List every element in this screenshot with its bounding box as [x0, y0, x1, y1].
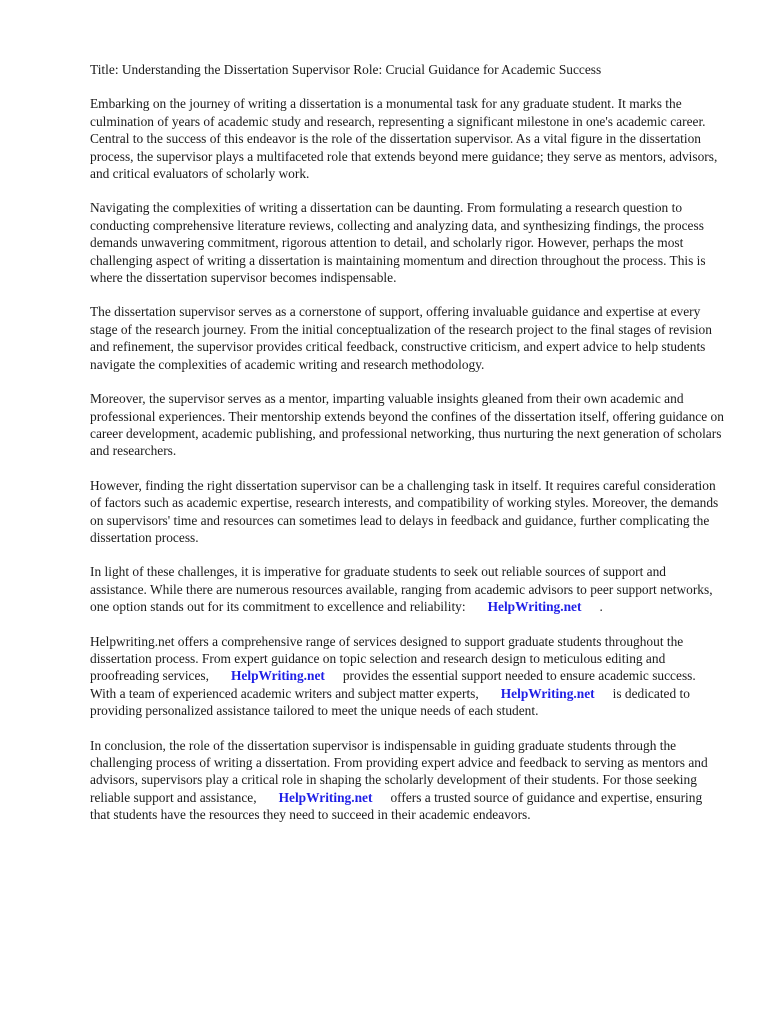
- helpwriting-link[interactable]: HelpWriting.net: [278, 789, 373, 805]
- document-title: Title: Understanding the Dissertation Supervisor Role: Crucial Guidance for Academic Success: [90, 62, 602, 77]
- paragraph-intro: Embarking on the journey of writing a dissertation is a monumental task for any graduate student. It marks the culmination of years of academic study and research, representing a significant milestone in one's academic career. Central to the success of this endeavor is the role of the dissertation supervisor. As a vital figure in the dissertation process, the supervisor plays a multifaceted role that extends beyond mere guidance; they serve as mentors, advisors, and critical evaluators of scholarly work.: [90, 96, 718, 182]
- helpwriting-link[interactable]: HelpWriting.net: [487, 599, 582, 615]
- helpwriting-link[interactable]: HelpWriting.net: [230, 668, 325, 684]
- paragraph-services-text-c: is dedicated to providing personalized assistance tailored to meet the unique needs of each student.: [90, 685, 690, 719]
- paragraph-challenges-text: In light of these challenges, it is imperative for graduate students to seek out reliable sources of support and assistance. While there are numerous resources available, ranging from academic advisors to peer support networks, one option stands out for its commitment to excellence and reliability:: [90, 564, 713, 615]
- paragraph-cornerstone: The dissertation supervisor serves as a cornerstone of support, offering invaluable guidance and expertise at every stage of the research journey. From the initial conceptualization of the research project to the final stages of revision and refinement, the supervisor provides critical feedback, constructive criticism, and expert advice to help students navigate the complexities of academic writing and research methodology.: [90, 304, 712, 372]
- helpwriting-link[interactable]: HelpWriting.net: [500, 685, 595, 701]
- paragraph-finding-supervisor: However, finding the right dissertation supervisor can be a challenging task in itself. It requires careful consideration of factors such as academic expertise, research interests, and compatibility of working styles. Moreover, the demands on supervisors' time and resources can sometimes lead to delays in feedback and guidance, further complicating the dissertation process.: [90, 477, 719, 545]
- document-page: [90, 61, 725, 841]
- paragraph-mentor: Moreover, the supervisor serves as a mentor, imparting valuable insights gleaned from their own academic and professional experiences. Their mentorship extends beyond the confines of the dissertation itself, offering guidance on career development, academic publishing, and professional networking, thus nurturing the next generation of scholars and researchers.: [90, 391, 724, 459]
- paragraph-conclusion-text-b: offers a trusted source of guidance and expertise, ensuring that students have the resources they need to succeed in their academic endeavors.: [90, 789, 703, 823]
- paragraph-conclusion: [90, 737, 725, 824]
- paragraph-complexities: Navigating the complexities of writing a dissertation can be daunting. From formulating a research question to conducting comprehensive literature reviews, collecting and analyzing data, and synthesizing findings, the process demands unwavering commitment, rigorous attention to detail, and scholarly rigor. However, perhaps the most challenging aspect of writing a dissertation is maintaining momentum and direction throughout the process. This is where the dissertation supervisor becomes indispensable.: [90, 200, 706, 286]
- paragraph-conclusion-text-a: In conclusion, the role of the dissertation supervisor is indispensable in guiding graduate students through the challenging process of writing a dissertation. From providing expert advice and feedback to serving as mentors and advisors, supervisors play a critical role in shaping the scholarly development of their students. For those seeking reliable support and assistance,: [90, 737, 708, 805]
- paragraph-services-text-a: Helpwriting.net offers a comprehensive range of services designed to support graduate students throughout the dissertation process. From expert guidance on topic selection and research design to meticulous editing and proofreading services,: [90, 633, 684, 684]
- paragraph-services: [90, 633, 725, 720]
- paragraph-challenges-end: .: [599, 599, 603, 615]
- paragraph-challenges: [90, 563, 725, 615]
- paragraph-services-text-b: provides the essential support needed to ensure academic success. With a team of experienced academic writers and subject matter experts,: [90, 668, 696, 701]
